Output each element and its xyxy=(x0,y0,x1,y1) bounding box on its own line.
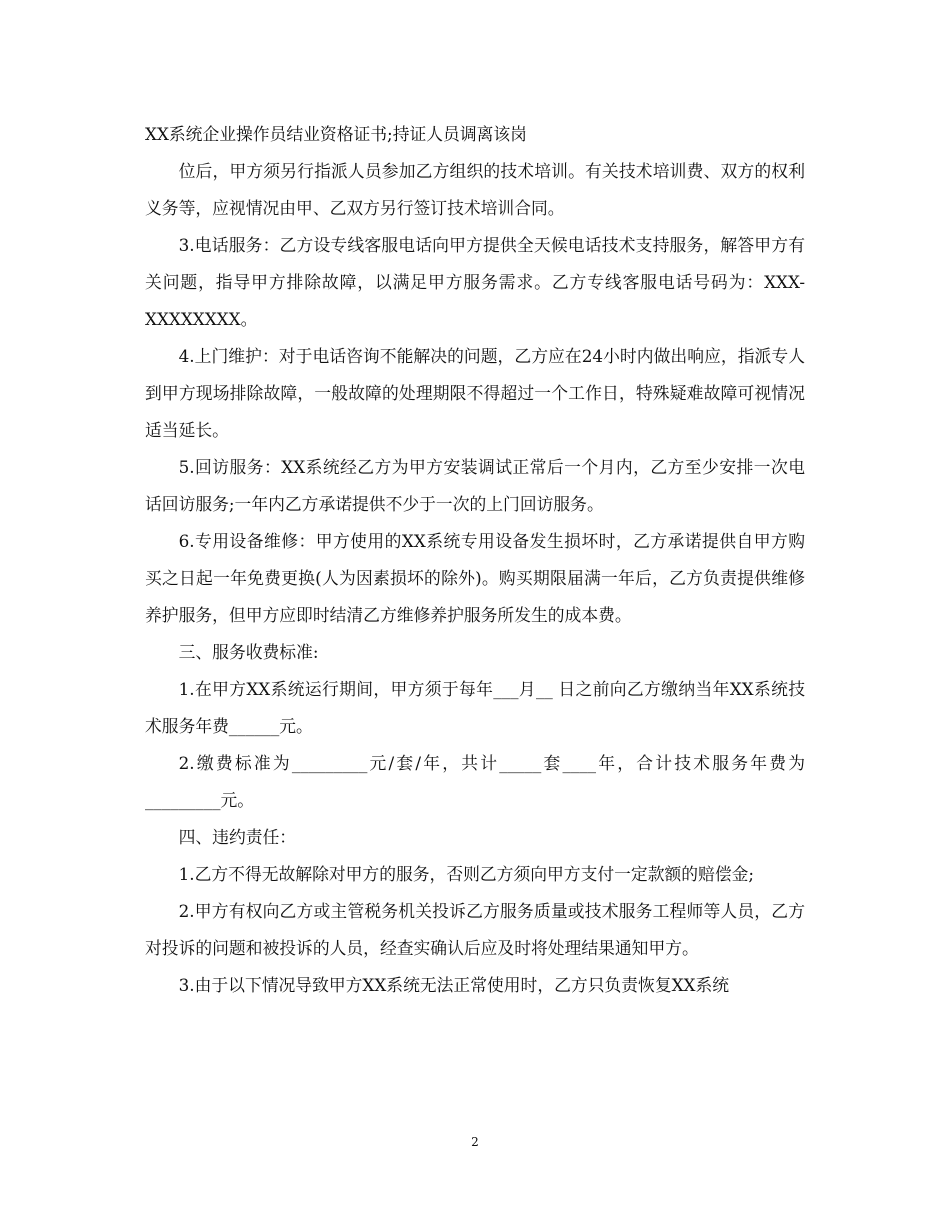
document-body xyxy=(145,116,805,1004)
paragraph-5: 6.专用设备维修：甲方使用的XX系统专用设备发生损坏时，乙方承诺提供自甲方购买之日起一年免费更换(人为因素损坏的除外)。购买期限届满一年后，乙方负责提供维修养护服务，但甲方应即时结清乙方维修养护服务所发生的成本费。 xyxy=(145,531,805,625)
paragraph-2: 3.电话服务：乙方设专线客服电话向甲方提供全天候电话技术支持服务，解答甲方有关问题，指导甲方排除故障，以满足甲方服务需求。乙方专线客服电话号码为：XXX-XXXXXXXX。 xyxy=(145,235,805,329)
paragraph-1: 位后，甲方须另行指派人员参加乙方组织的技术培训。有关技术培训费、双方的权利义务等，应视情况由甲、乙双方另行签订技术培训合同。 xyxy=(145,161,805,218)
paragraph-3: 4.上门维护：对于电话咨询不能解决的问题，乙方应在24小时内做出响应，指派专人到甲方现场排除故障，一般故障的处理期限不得超过一个工作日，特殊疑难故障可视情况适当延长。 xyxy=(145,346,805,440)
paragraph-11: 2.甲方有权向乙方或主管税务机关投诉乙方服务质量或技术服务工程师等人员，乙方对投诉的问题和被投诉的人员，经查实确认后应及时将处理结果通知甲方。 xyxy=(145,901,805,958)
page-number: 2 xyxy=(471,1135,479,1149)
paragraph-8: 2.缴费标准为_________元/套/年，共计_____套____年，合计技术服务年费为_________元。 xyxy=(145,753,805,810)
paragraph-12: 3.由于以下情况导致甲方XX系统无法正常使用时，乙方只负责恢复XX系统 xyxy=(178,975,730,995)
paragraph-7: 1.在甲方XX系统运行期间，甲方须于每年___月__ 日之前向乙方缴纳当年XX系统技术服务年费______元。 xyxy=(145,679,805,736)
paragraph-0: XX系统企业操作员结业资格证书;持证人员调离该岗 xyxy=(145,124,527,144)
section-heading-fees: 三、服务收费标准: xyxy=(178,642,319,662)
section-heading-liability: 四、违约责任： xyxy=(178,827,297,847)
paragraph-4: 5.回访服务：XX系统经乙方为甲方安装调试正常后一个月内，乙方至少安排一次电话回访服务;一年内乙方承诺提供不少于一次的上门回访服务。 xyxy=(145,457,805,514)
paragraph-10: 1.乙方不得无故解除对甲方的服务，否则乙方须向甲方支付一定款额的赔偿金; xyxy=(178,864,755,884)
